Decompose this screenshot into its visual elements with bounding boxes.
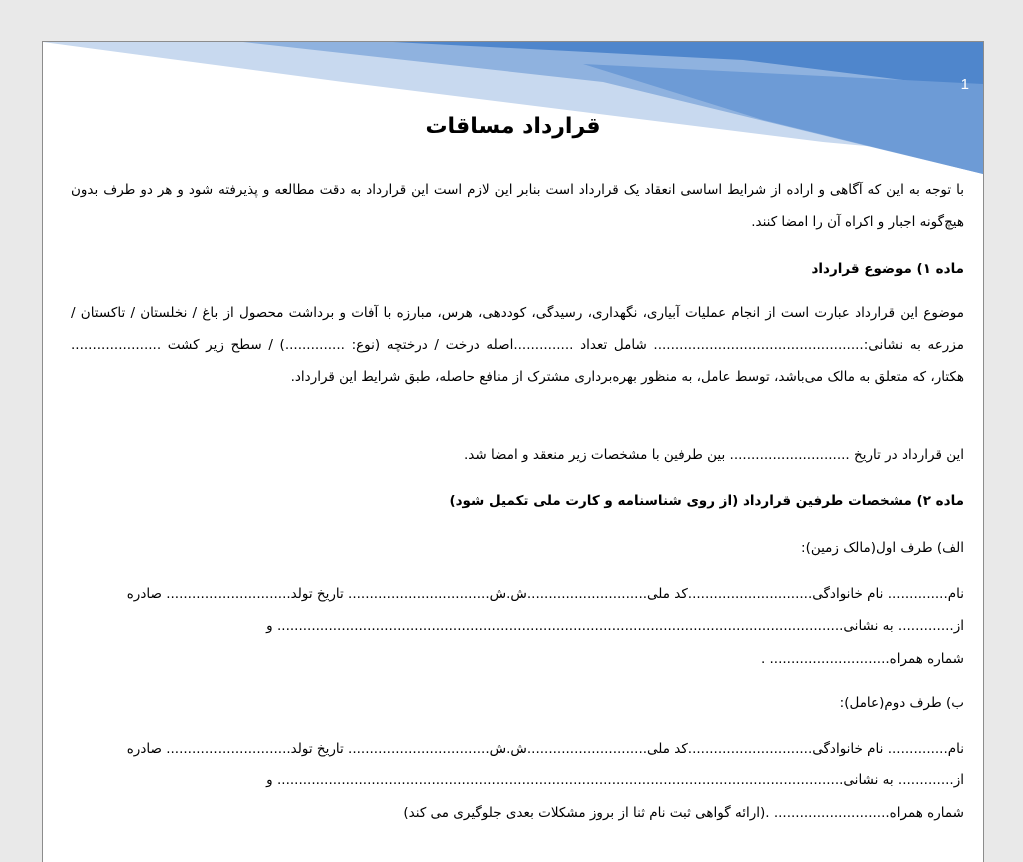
intro-paragraph: با توجه به این که آگاهی و اراده از شرایط اساسی انعقاد یک قرارداد است بنابر این لازم است این قرارداد به دقت مطالعه و پذیرفته شود و هر دو طرف بدون هیچ‌گونه اجبار و اکراه آن را امضا کنند.: [71, 182, 964, 230]
party-b-line-2: از............. به نشانی.................................................................................................................................... و: [266, 772, 964, 788]
party-a-line-3: شماره همراه............................ .: [760, 651, 964, 667]
party-b-line-3: شماره همراه........................... .(ارائه گواهی ثبت نام ثنا از بروز مشکلات بعدی جلوگیری می کند): [403, 805, 964, 821]
contract-date-line: این قرارداد در تاریخ ............................ بین طرفین با مشخصات زیر منعقد و امضا شد.: [463, 447, 964, 463]
party-a-line-1: نام.............. نام خانوادگی.............................کد ملی............................ش.ش................................. تاریخ تولد............................. صادره: [126, 586, 964, 602]
party-a-line-2: از............. به نشانی.................................................................................................................................... و: [266, 618, 964, 634]
article-1-heading: ماده ۱) موضوع قرارداد: [811, 261, 964, 277]
page-title: قرارداد مساقات: [425, 114, 601, 139]
party-b-line-1: نام.............. نام خانوادگی.............................کد ملی............................ش.ش................................. تاریخ تولد............................. صادره: [126, 741, 964, 757]
party-a-label: الف) طرف اول(مالک زمین):: [801, 540, 964, 556]
party-b-label: ب) طرف دوم(عامل):: [839, 695, 964, 711]
page-number: 1: [960, 76, 969, 93]
document-page: [42, 41, 984, 862]
article-2-heading: ماده ۲) مشخصات طرفین قرارداد (از روی شناسنامه و کارت ملی تکمیل شود): [449, 493, 964, 509]
article-1-paragraph: موضوع این قرارداد عبارت است از انجام عملیات آبیاری، نگهداری، رسیدگی، کوددهی، هرس، مبارزه با آفات و برداشت محصول از باغ / نخلستان / تاکستان / مزرعه به نشانی:................................................. شامل تعداد ..............اصله درخت / درختچه (نوع: ..............) / سطح زیر کشت ..................... هکتار، که متعلق به مالک می‌باشد، توسط عامل، به منظور بهره‌برداری مشترک از منافع حاصله، طبق شرایط این قرارداد.: [71, 305, 964, 385]
